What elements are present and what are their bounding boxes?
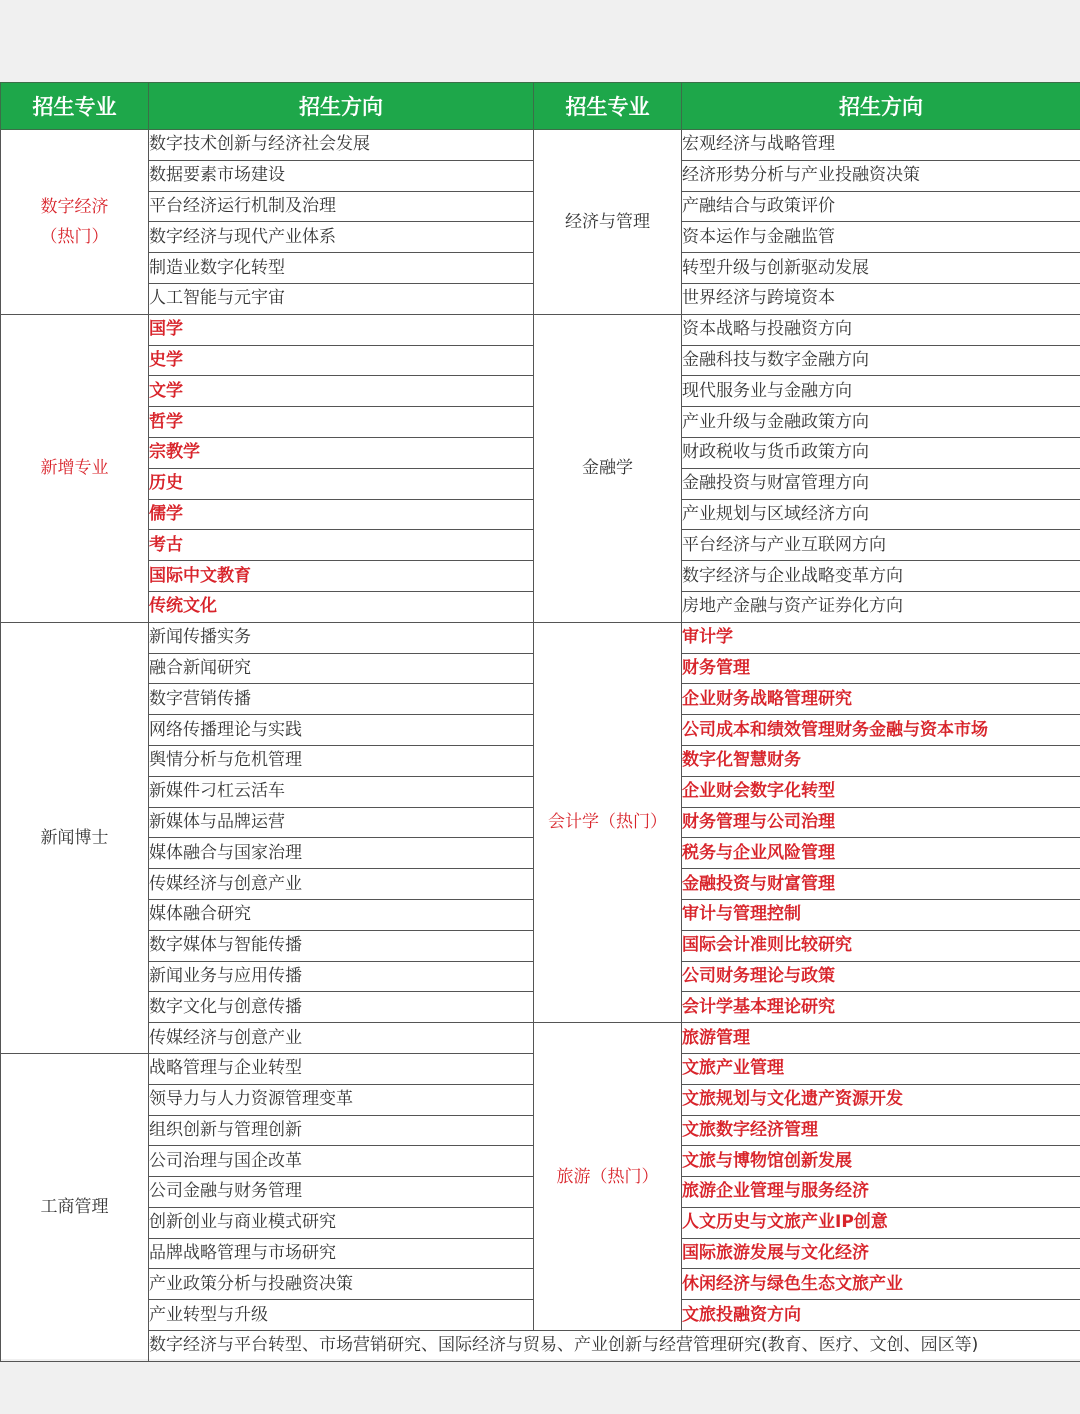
right-major-cell (534, 314, 682, 622)
right-direction-cell: 旅游管理 (682, 1023, 1080, 1054)
right-direction-cell: 审计与管理控制 (682, 899, 1080, 930)
major-name: 经济与管理 (565, 211, 650, 232)
left-direction-cell: 舆情分析与危机管理 (149, 745, 534, 776)
left-direction-cell: 宗教学 (149, 437, 534, 468)
major-name: 旅游（热门） (556, 1166, 659, 1187)
left-major-cell (1, 622, 149, 1053)
left-direction-cell: 融合新闻研究 (149, 653, 534, 684)
right-direction-cell: 金融投资与财富管理方向 (682, 468, 1080, 499)
left-direction-cell: 战略管理与企业转型 (149, 1053, 534, 1084)
left-direction-cell: 新媒体与品牌运营 (149, 807, 534, 838)
right-direction-cell: 宏观经济与战略管理 (682, 130, 1080, 161)
major-name: 新闻博士 (40, 827, 109, 848)
left-direction-cell: 品牌战略管理与市场研究 (149, 1238, 534, 1269)
left-direction-cell: 公司金融与财务管理 (149, 1177, 534, 1208)
right-direction-cell: 文旅投融资方向 (682, 1300, 1080, 1331)
left-direction-cell: 数据要素市场建设 (149, 160, 534, 191)
left-direction-cell: 考古 (149, 530, 534, 561)
right-major-cell (534, 1023, 682, 1331)
footer-direction-cell: 数字经济与平台转型、市场营销研究、国际经济与贸易、产业创新与经营管理研究(教育、医疗、文创、园区等) (149, 1331, 1080, 1362)
left-direction-cell: 国学 (149, 314, 534, 345)
left-direction-cell: 平台经济运行机制及治理 (149, 191, 534, 222)
major-subtitle: （热门） (40, 226, 109, 247)
left-direction-cell: 创新创业与商业模式研究 (149, 1207, 534, 1238)
left-direction-cell: 新闻传播实务 (149, 622, 534, 653)
left-direction-cell: 传媒经济与创意产业 (149, 869, 534, 900)
right-direction-cell: 数字化智慧财务 (682, 745, 1080, 776)
right-direction-cell: 人文历史与文旅产业IP创意 (682, 1207, 1080, 1238)
left-direction-cell: 新媒件刁杠云活车 (149, 776, 534, 807)
table-row (1, 314, 1080, 345)
right-direction-cell: 财政税收与货币政策方向 (682, 437, 1080, 468)
right-direction-cell: 税务与企业风险管理 (682, 838, 1080, 869)
left-direction-cell: 传媒经济与创意产业 (149, 1023, 534, 1054)
left-direction-cell: 国际中文教育 (149, 561, 534, 592)
left-direction-cell: 哲学 (149, 407, 534, 438)
left-major-cell (1, 314, 149, 622)
header-right-major: 招生专业 (534, 83, 682, 130)
left-major-cell (1, 1053, 149, 1361)
right-direction-cell: 企业财会数字化转型 (682, 776, 1080, 807)
left-direction-cell: 数字技术创新与经济社会发展 (149, 130, 534, 161)
left-direction-cell: 媒体融合研究 (149, 899, 534, 930)
right-major-cell (534, 622, 682, 1022)
right-direction-cell: 资本战略与投融资方向 (682, 314, 1080, 345)
right-direction-cell: 文旅与博物馆创新发展 (682, 1146, 1080, 1177)
right-direction-cell: 国际旅游发展与文化经济 (682, 1238, 1080, 1269)
left-direction-cell: 数字经济与现代产业体系 (149, 222, 534, 253)
right-direction-cell: 金融科技与数字金融方向 (682, 345, 1080, 376)
left-direction-cell: 产业政策分析与投融资决策 (149, 1269, 534, 1300)
right-direction-cell: 经济形势分析与产业投融资决策 (682, 160, 1080, 191)
right-direction-cell: 世界经济与跨境资本 (682, 283, 1080, 314)
right-direction-cell: 平台经济与产业互联网方向 (682, 530, 1080, 561)
right-direction-cell: 旅游企业管理与服务经济 (682, 1177, 1080, 1208)
table-row (1, 1023, 1080, 1054)
left-direction-cell: 公司治理与国企改革 (149, 1146, 534, 1177)
right-direction-cell: 产业规划与区域经济方向 (682, 499, 1080, 530)
right-direction-cell: 财务管理与公司治理 (682, 807, 1080, 838)
right-direction-cell: 金融投资与财富管理 (682, 869, 1080, 900)
right-direction-cell: 文旅规划与文化遗产资源开发 (682, 1084, 1080, 1115)
left-direction-cell: 组织创新与管理创新 (149, 1115, 534, 1146)
header-row (1, 83, 1080, 130)
header-left-direction: 招生方向 (149, 83, 534, 130)
right-direction-cell: 文旅数字经济管理 (682, 1115, 1080, 1146)
header-left-major: 招生专业 (1, 83, 149, 130)
header-right-direction: 招生方向 (682, 83, 1080, 130)
major-name: 数字经济 (40, 196, 109, 217)
table-row (1, 622, 1080, 653)
major-name: 会计学（热门） (548, 812, 667, 833)
right-direction-cell: 转型升级与创新驱动发展 (682, 253, 1080, 284)
left-direction-cell: 历史 (149, 468, 534, 499)
left-direction-cell: 数字文化与创意传播 (149, 992, 534, 1023)
left-direction-cell: 数字营销传播 (149, 684, 534, 715)
table-row (1, 130, 1080, 161)
left-direction-cell: 制造业数字化转型 (149, 253, 534, 284)
left-direction-cell: 领导力与人力资源管理变革 (149, 1084, 534, 1115)
right-direction-cell: 财务管理 (682, 653, 1080, 684)
right-direction-cell: 审计学 (682, 622, 1080, 653)
left-direction-cell: 儒学 (149, 499, 534, 530)
right-direction-cell: 产融结合与政策评价 (682, 191, 1080, 222)
right-direction-cell: 现代服务业与金融方向 (682, 376, 1080, 407)
right-direction-cell: 公司财务理论与政策 (682, 961, 1080, 992)
right-direction-cell: 休闲经济与绿色生态文旅产业 (682, 1269, 1080, 1300)
right-direction-cell: 公司成本和绩效管理财务金融与资本市场 (682, 715, 1080, 746)
major-name: 金融学 (582, 458, 633, 479)
left-major-cell (1, 130, 149, 315)
right-direction-cell: 企业财务战略管理研究 (682, 684, 1080, 715)
right-direction-cell: 文旅产业管理 (682, 1053, 1080, 1084)
right-major-cell (534, 130, 682, 315)
right-direction-cell: 国际会计准则比较研究 (682, 930, 1080, 961)
right-direction-cell: 房地产金融与资产证券化方向 (682, 591, 1080, 622)
left-direction-cell: 史学 (149, 345, 534, 376)
major-name: 新增专业 (40, 458, 109, 479)
left-direction-cell: 产业转型与升级 (149, 1300, 534, 1331)
left-direction-cell: 传统文化 (149, 591, 534, 622)
left-direction-cell: 网络传播理论与实践 (149, 715, 534, 746)
right-direction-cell: 产业升级与金融政策方向 (682, 407, 1080, 438)
footer-row (1, 1331, 1080, 1362)
major-name: 工商管理 (40, 1197, 109, 1218)
right-direction-cell: 资本运作与金融监管 (682, 222, 1080, 253)
left-direction-cell: 新闻业务与应用传播 (149, 961, 534, 992)
left-direction-cell: 数字媒体与智能传播 (149, 930, 534, 961)
right-direction-cell: 会计学基本理论研究 (682, 992, 1080, 1023)
table-body (1, 130, 1080, 1362)
left-direction-cell: 人工智能与元宇宙 (149, 283, 534, 314)
right-direction-cell: 数字经济与企业战略变革方向 (682, 561, 1080, 592)
left-direction-cell: 媒体融合与国家治理 (149, 838, 534, 869)
left-direction-cell: 文学 (149, 376, 534, 407)
enrollment-table (0, 82, 1080, 1362)
